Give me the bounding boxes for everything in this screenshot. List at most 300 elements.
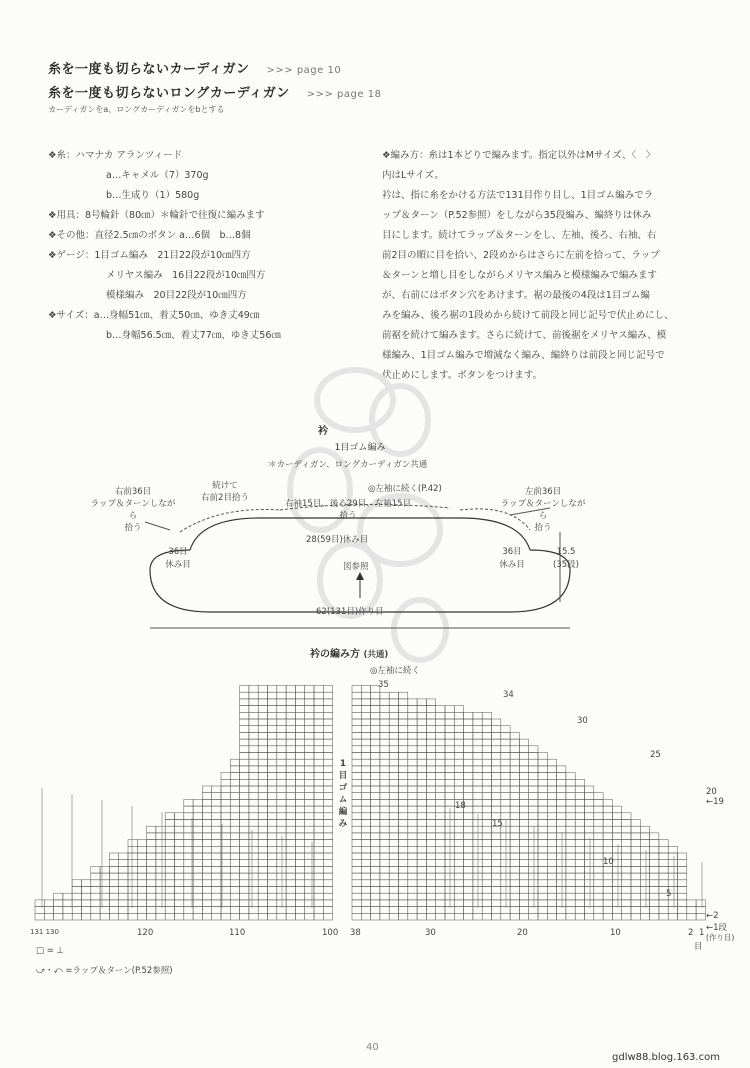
chart-cell — [650, 887, 659, 894]
chart-cell — [399, 753, 408, 760]
chart-cell — [575, 873, 584, 880]
chart-cell — [557, 799, 566, 806]
chart-cell — [510, 913, 519, 920]
chart-cell — [510, 739, 519, 746]
chart-cell — [445, 732, 454, 739]
chart-cell — [212, 840, 221, 847]
chart-cell — [426, 779, 435, 786]
chart-cell — [314, 833, 323, 840]
chart-cell — [585, 866, 594, 873]
chart-cell — [286, 893, 295, 900]
chart-cell — [193, 866, 202, 873]
chart-cell — [417, 833, 426, 840]
chart-cell — [240, 732, 249, 739]
chart-cell — [305, 820, 314, 827]
chart-cell — [594, 846, 603, 853]
chart-cell — [277, 759, 286, 766]
chart-cell — [352, 887, 361, 894]
chart-cell — [547, 900, 556, 907]
chart-cell — [640, 873, 649, 880]
chart-cell — [82, 887, 91, 894]
chart-cell — [286, 907, 295, 914]
chart-cell — [445, 773, 454, 780]
chart-cell — [492, 719, 501, 726]
chart-cell — [603, 820, 612, 827]
chart-cell — [668, 900, 677, 907]
chart-cell — [380, 846, 389, 853]
chart-cell — [445, 853, 454, 860]
chart-cell — [417, 793, 426, 800]
chart-cell — [286, 692, 295, 699]
chart-cell — [305, 799, 314, 806]
chart-cell — [557, 820, 566, 827]
chart-cell — [482, 873, 491, 880]
chart-cell — [277, 907, 286, 914]
chart-cell — [240, 786, 249, 793]
chart-cell — [510, 746, 519, 753]
chart-cell — [193, 799, 202, 806]
chart-cell — [44, 900, 53, 907]
chart-cell — [371, 793, 380, 800]
chart-cell — [295, 840, 304, 847]
chart-cell — [426, 880, 435, 887]
chart-cell — [380, 913, 389, 920]
chart-cell — [100, 900, 109, 907]
chart-cell — [295, 712, 304, 719]
chart-cell — [249, 712, 258, 719]
chart-cell — [426, 739, 435, 746]
chart-cell — [492, 900, 501, 907]
chart-cell — [286, 913, 295, 920]
chart-cell — [249, 813, 258, 820]
chart-cell — [547, 766, 556, 773]
chart-cell — [426, 907, 435, 914]
chart-cell — [603, 846, 612, 853]
chart-cell — [454, 887, 463, 894]
chart-cell — [464, 907, 473, 914]
blog-url: gdlw88.blog.163.com — [612, 1052, 720, 1063]
chart-cell — [464, 759, 473, 766]
chart-cell — [249, 692, 258, 699]
chart-cell — [603, 826, 612, 833]
chart-cell — [258, 712, 267, 719]
chart-cell — [314, 880, 323, 887]
chart-cell — [240, 913, 249, 920]
chart-cell — [295, 799, 304, 806]
chart-cell — [352, 840, 361, 847]
chart-cell — [557, 893, 566, 900]
chart-cell — [529, 799, 538, 806]
chart-cell — [464, 887, 473, 894]
chart-cell — [482, 860, 491, 867]
chart-cell — [445, 840, 454, 847]
chart-cell — [408, 840, 417, 847]
chart-cell — [650, 833, 659, 840]
chart-cell — [510, 799, 519, 806]
chart-cell — [323, 860, 332, 867]
chart-cell — [258, 820, 267, 827]
wrap-turn-text: =ラップ＆ターン(P.52参照) — [65, 966, 173, 976]
col-label-110: 110 — [229, 928, 246, 938]
chart-cell — [295, 719, 304, 726]
chart-cell — [371, 820, 380, 827]
chart-cell — [622, 840, 631, 847]
chart-cell — [202, 799, 211, 806]
chart-cell — [473, 846, 482, 853]
chart-cell — [408, 746, 417, 753]
chart-cell — [473, 766, 482, 773]
chart-cell — [268, 813, 277, 820]
chart-cell — [305, 712, 314, 719]
chart-cell — [361, 880, 370, 887]
chart-cell — [268, 893, 277, 900]
chart-cell — [323, 826, 332, 833]
chart-cell — [147, 840, 156, 847]
chart-cell — [314, 826, 323, 833]
chart-cell — [295, 766, 304, 773]
chart-cell — [622, 820, 631, 827]
chart-cell — [249, 746, 258, 753]
chart-cell — [100, 873, 109, 880]
chart-cell — [295, 746, 304, 753]
chart-cell — [566, 786, 575, 793]
chart-cell — [295, 887, 304, 894]
chart-cell — [212, 826, 221, 833]
chart-cell — [631, 893, 640, 900]
chart-cell — [277, 826, 286, 833]
chart-cell — [128, 846, 137, 853]
chart-cell — [510, 840, 519, 847]
chart-cell — [659, 873, 668, 880]
chart-cell — [399, 893, 408, 900]
chart-cell — [128, 900, 137, 907]
legend-wrap-turn — [36, 964, 173, 976]
chart-cell — [519, 746, 528, 753]
chart-cell — [436, 846, 445, 853]
chart-cell — [389, 706, 398, 713]
chart-cell — [249, 826, 258, 833]
chart-cell — [464, 779, 473, 786]
chart-cell — [249, 853, 258, 860]
chart-cell — [408, 706, 417, 713]
chart-cell — [464, 846, 473, 853]
chart-cell — [501, 806, 510, 813]
chart-cell — [175, 913, 184, 920]
chart-cell — [202, 846, 211, 853]
chart-cell — [147, 907, 156, 914]
chart-cell — [361, 706, 370, 713]
chart-cell — [417, 759, 426, 766]
chart-cell — [295, 779, 304, 786]
chart-cell — [426, 873, 435, 880]
chart-cell — [249, 719, 258, 726]
chart-cell — [501, 840, 510, 847]
chart-cell — [668, 907, 677, 914]
chart-cell — [380, 799, 389, 806]
chart-cell — [295, 820, 304, 827]
chart-cell — [286, 779, 295, 786]
chart-cell — [678, 913, 687, 920]
chart-cell — [603, 880, 612, 887]
chart-cell — [323, 907, 332, 914]
chart-cell — [371, 893, 380, 900]
chart-cell — [445, 833, 454, 840]
chart-cell — [371, 746, 380, 753]
chart-cell — [268, 706, 277, 713]
chart-cell — [575, 779, 584, 786]
chart-cell — [538, 833, 547, 840]
chart-cell — [268, 833, 277, 840]
left-pickup-1: 右前36目 — [114, 487, 152, 497]
chart-cell — [389, 753, 398, 760]
chart-cell — [594, 880, 603, 887]
chart-cell — [277, 813, 286, 820]
chart-cell — [510, 753, 519, 760]
chart-cell — [399, 732, 408, 739]
chart-cell — [603, 833, 612, 840]
chart-cell — [380, 719, 389, 726]
chart-cell — [547, 759, 556, 766]
chart-cell — [399, 860, 408, 867]
chart-cell — [137, 840, 146, 847]
chart-cell — [258, 726, 267, 733]
chart-cell — [389, 873, 398, 880]
chart-cell — [371, 732, 380, 739]
chart-cell — [482, 840, 491, 847]
height-cm: 15.5 — [556, 547, 576, 557]
chart-cell — [426, 719, 435, 726]
chart-cell — [184, 913, 193, 920]
chart-cell — [510, 759, 519, 766]
chart-cell — [286, 726, 295, 733]
chart-cell — [352, 873, 361, 880]
chart-cell — [380, 887, 389, 894]
chart-cell — [212, 900, 221, 907]
chart-cell — [361, 786, 370, 793]
chart-cell — [314, 786, 323, 793]
chart-cell — [389, 732, 398, 739]
chart-cell — [464, 739, 473, 746]
chart-cell — [268, 826, 277, 833]
chart-cell — [519, 907, 528, 914]
chart-cell — [575, 826, 584, 833]
chart-cell — [230, 866, 239, 873]
chart-cell — [482, 866, 491, 873]
chart-cell — [352, 699, 361, 706]
chart-cell — [501, 907, 510, 914]
chart-cell — [380, 732, 389, 739]
chart-cell — [454, 866, 463, 873]
chart-cell — [519, 759, 528, 766]
chart-cell — [295, 860, 304, 867]
chart-cell — [529, 753, 538, 760]
chart-cell — [426, 759, 435, 766]
chart-cell — [678, 907, 687, 914]
chart-cell — [323, 799, 332, 806]
chart-cell — [445, 820, 454, 827]
chart-cell — [612, 900, 621, 907]
chart-cell — [202, 913, 211, 920]
chart-cell — [566, 840, 575, 847]
chart-cell — [547, 773, 556, 780]
chart-cell — [295, 846, 304, 853]
chart-cell — [295, 866, 304, 873]
chart-cell — [529, 779, 538, 786]
chart-cell — [612, 907, 621, 914]
chart-cell — [594, 907, 603, 914]
chart-cell — [314, 706, 323, 713]
chart-cell — [277, 913, 286, 920]
chart-cell — [696, 913, 705, 920]
chart-cell — [408, 826, 417, 833]
chart-cell — [492, 873, 501, 880]
chart-cell — [408, 907, 417, 914]
chart-cell — [212, 866, 221, 873]
chart-cell — [230, 813, 239, 820]
chart-cell — [230, 900, 239, 907]
chart-cell — [305, 853, 314, 860]
chart-cell — [426, 793, 435, 800]
chart-cell — [399, 706, 408, 713]
chart-cell — [492, 887, 501, 894]
chart-cell — [538, 880, 547, 887]
yarn-a: a…キャメル（7）370g — [106, 170, 209, 181]
chart-cell — [408, 900, 417, 907]
chart-cell — [268, 820, 277, 827]
chart-cell — [650, 846, 659, 853]
chart-cell — [426, 840, 435, 847]
chart-cell — [361, 887, 370, 894]
chart-cell — [371, 846, 380, 853]
chart-cell — [501, 833, 510, 840]
chart-cell — [408, 880, 417, 887]
chart-cell — [473, 860, 482, 867]
collar-stitch: 1目ゴム編み — [334, 443, 386, 453]
chart-cell — [668, 913, 677, 920]
height-label — [546, 546, 586, 572]
chart-title-text: 衿の編み方 — [310, 649, 360, 660]
chart-cell — [445, 766, 454, 773]
chart-cell — [268, 732, 277, 739]
chart-cell — [361, 820, 370, 827]
chart-cell — [510, 793, 519, 800]
chart-cell — [109, 900, 118, 907]
chart-cell — [371, 853, 380, 860]
chart-cell — [659, 913, 668, 920]
chart-cell — [566, 913, 575, 920]
chart-cell — [417, 706, 426, 713]
chart-cell — [492, 893, 501, 900]
chart-cell — [165, 826, 174, 833]
chart-cell — [258, 846, 267, 853]
chart-cell — [147, 860, 156, 867]
chart-cell — [193, 907, 202, 914]
chart-cell — [436, 907, 445, 914]
chart-cell — [445, 786, 454, 793]
chart-cell — [399, 826, 408, 833]
chart-cell — [426, 813, 435, 820]
chart-cell — [547, 820, 556, 827]
chart-cell — [612, 866, 621, 873]
tools: ❖用具：8号輪針（80㎝）＊輪針で往復に編みます — [48, 210, 265, 221]
chart-cell — [286, 746, 295, 753]
chart-cell — [575, 853, 584, 860]
chart-cell — [165, 860, 174, 867]
chart-cell — [371, 866, 380, 873]
chart-cell — [510, 846, 519, 853]
chart-cell — [538, 873, 547, 880]
chart-cell — [631, 826, 640, 833]
chart-cell — [436, 826, 445, 833]
chart-cell — [352, 686, 361, 693]
chart-cell — [249, 732, 258, 739]
chart-cell — [566, 820, 575, 827]
chart-cell — [417, 753, 426, 760]
chart-cell — [492, 726, 501, 733]
chart-cell — [501, 739, 510, 746]
chart-cell — [557, 907, 566, 914]
chart-cell — [454, 726, 463, 733]
chart-cell — [128, 840, 137, 847]
chart-cell — [426, 712, 435, 719]
chart-cell — [473, 866, 482, 873]
chart-cell — [361, 860, 370, 867]
chart-cell — [464, 712, 473, 719]
chart-cell — [202, 820, 211, 827]
chart-cell — [137, 887, 146, 894]
chart-cell — [44, 913, 53, 920]
center-rest-label: 28(59目)休み目 — [306, 535, 369, 545]
chart-cell — [519, 753, 528, 760]
chart-cell — [519, 840, 528, 847]
chart-cell — [436, 732, 445, 739]
chart-cell — [640, 887, 649, 894]
chart-cell — [314, 853, 323, 860]
chart-cell — [175, 813, 184, 820]
chart-cell — [426, 706, 435, 713]
chart-cell — [184, 806, 193, 813]
chart-cell — [314, 726, 323, 733]
chart-cell — [408, 866, 417, 873]
chart-cell — [687, 913, 696, 920]
chart-cell — [399, 786, 408, 793]
chart-cell — [482, 786, 491, 793]
chart-cell — [295, 793, 304, 800]
chart-cell — [240, 726, 249, 733]
chart-cell — [631, 880, 640, 887]
chart-cell — [323, 766, 332, 773]
chart-cell — [482, 880, 491, 887]
chart-cell — [464, 860, 473, 867]
chart-cell — [268, 900, 277, 907]
chart-cell — [63, 893, 72, 900]
chart-cell — [399, 766, 408, 773]
chart-cell — [603, 887, 612, 894]
chart-cell — [417, 766, 426, 773]
chart-cell — [482, 813, 491, 820]
chart-cell — [408, 806, 417, 813]
chart-cell — [585, 806, 594, 813]
chart-cell — [249, 866, 258, 873]
chart-cell — [371, 753, 380, 760]
chart-cell — [371, 913, 380, 920]
chart-cell — [426, 786, 435, 793]
chart-cell — [371, 826, 380, 833]
chart-cell — [323, 853, 332, 860]
chart-cell — [63, 907, 72, 914]
chart-cell — [389, 907, 398, 914]
chart-cell — [230, 799, 239, 806]
